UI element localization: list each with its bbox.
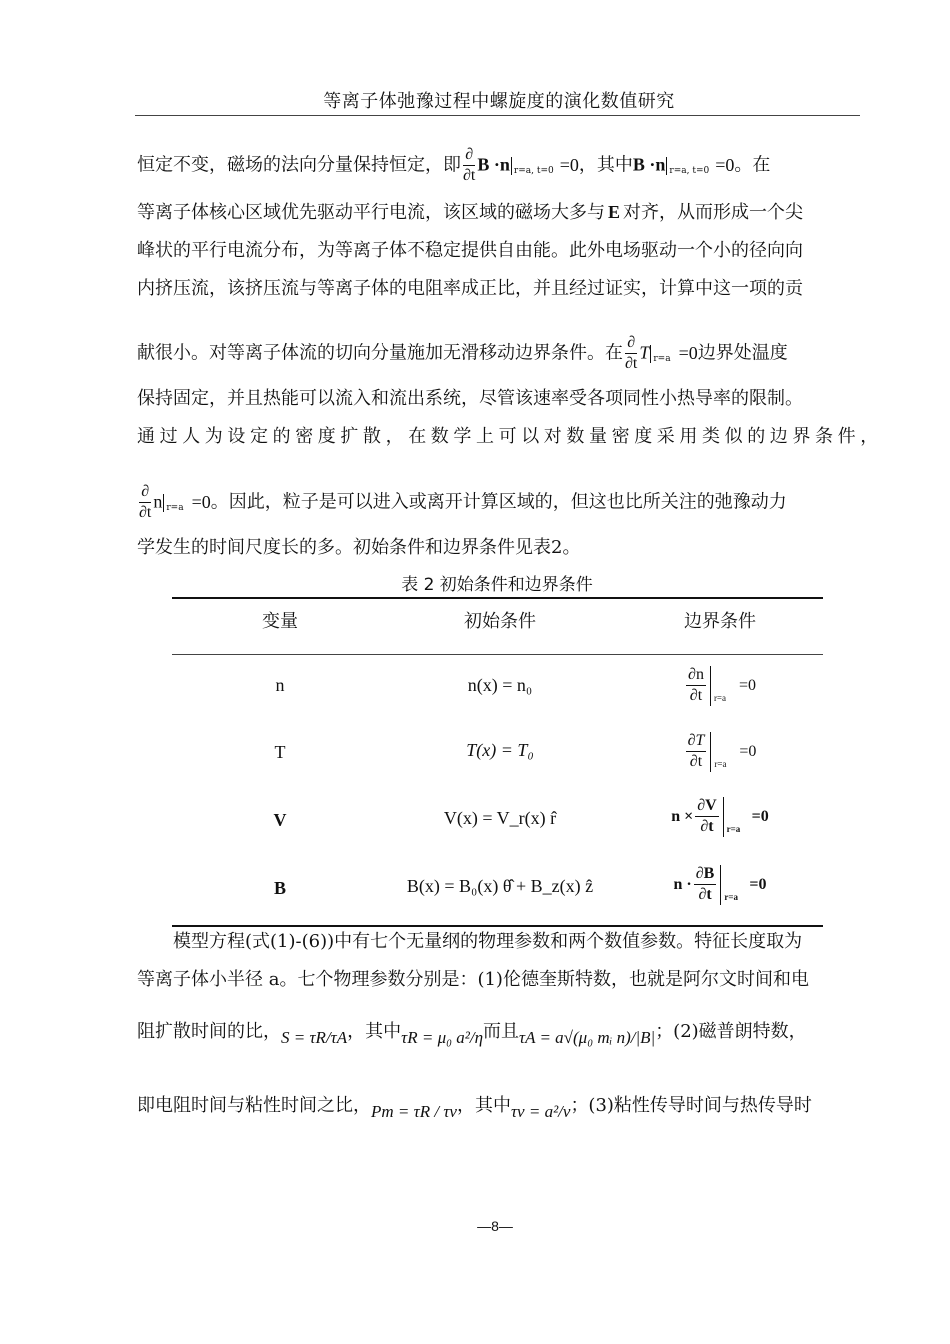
text-after-line-4: 即电阻时间与粘性时间之比，Pm = τR / τv，其中τv = a²/ν；(3)粘性传导时间与热传导时 [137, 1095, 812, 1121]
table-bottom-rule [172, 925, 823, 927]
table-header-rule [172, 654, 823, 655]
text-line-4: 内挤压流，该挤压流与等离子体的电阻率成正比，并且经过证实，计算中这一项的贡 [137, 278, 803, 299]
text-line-8: $\frac{\partial}{\partial t}$ n r=a =0。因此，粒子是可以进入或离开计算区域的，但这也比所关注的弛豫动力 [139, 483, 787, 521]
table-row-T-variable: T [274, 742, 286, 762]
partial-derivative: $\frac{\partial}{\partial t}$ [463, 146, 476, 184]
text-line-5: 献很小。对等离子体流的切向分量施加无滑移动边界条件。在 $\frac{\partial}{\partial t}$ T r=a =0边界处温度 [137, 334, 788, 372]
table-row-B-initial: B(x) = B₀(x) θ̂ + B_z(x) ẑ [406, 876, 594, 896]
table-row-n-variable: n [275, 675, 285, 695]
table-caption: 表 2 初始条件和边界条件 [401, 575, 593, 595]
table-header-variable: 变量 [262, 611, 298, 632]
table-row-V-variable: V [273, 810, 287, 830]
table-row-n-initial: n(x) = n₀ [467, 675, 533, 695]
text-line-1: 恒定不变，磁场的法向分量保持恒定，即 $\frac{\partial}{\partial t}$ B ·n r=a, t=0 =0，其中B ·n r=a, t=0 =0。在 [137, 146, 771, 184]
text-after-line-3: 阻扩散时间的比，S = τR/τA，其中τR = μ₀ a²/η而且τA = a√(μ₀ mᵢ n)/|B|；(2)磁普朗特数， [137, 1021, 807, 1047]
text-line-9: 学发生的时间尺度长的多。初始条件和边界条件见表2。 [137, 537, 581, 558]
partial-derivative: $\frac{\partial}{\partial t}$ [625, 334, 638, 372]
header-rule [135, 115, 860, 116]
table-row-V-boundary: n × $\frac{\partial V}{\partial t}$ r=a =0 [671, 797, 769, 835]
text-line-3: 峰状的平行电流分布，为等离子体不稳定提供自由能。此外电场驱动一个小的径向向 [137, 240, 803, 261]
table-header-initial: 初始条件 [464, 611, 536, 632]
table-top-rule [172, 597, 823, 599]
table-row-B-variable: B [273, 878, 286, 898]
table-row-T-boundary: $\frac{\partial T}{\partial t}$ r=a =0 [687, 732, 757, 770]
text-line-7: 通过人为设定的密度扩散，在数学上可以对数量密度采用类似的边界条件， [137, 426, 883, 447]
text-after-line-1: 模型方程(式(1)-(6))中有七个无量纲的物理参数和两个数值参数。特征长度取为 [173, 931, 803, 952]
partial-derivative: $\frac{\partial}{\partial t}$ [139, 483, 152, 521]
text-line-6: 保持固定，并且热能可以流入和流出系统，尽管该速率受各项同性小热导率的限制。 [137, 388, 803, 409]
table-row-B-boundary: n · $\frac{\partial B}{\partial t}$ r=a =0 [673, 865, 767, 903]
table-row-n-boundary: $\frac{\partial n}{\partial t}$ r=a =0 [688, 666, 756, 704]
table-header-boundary: 边界条件 [684, 611, 756, 632]
table-row-T-initial: T(x) = T₀ [466, 740, 534, 760]
running-header: 等离子体弛豫过程中螺旋度的演化数值研究 [323, 91, 675, 112]
text-line-2: 等离子体核心区域优先驱动平行电流，该区域的磁场大多与 E 对齐，从而形成一个尖 [137, 202, 804, 223]
text-after-line-2: 等离子体小半径 a。七个物理参数分别是：(1)伦德奎斯特数，也就是阿尔文时间和电 [137, 969, 809, 990]
page-number: —8— [477, 1218, 513, 1234]
table-row-V-initial: V(x) = V_r(x) r̂ [443, 808, 557, 828]
